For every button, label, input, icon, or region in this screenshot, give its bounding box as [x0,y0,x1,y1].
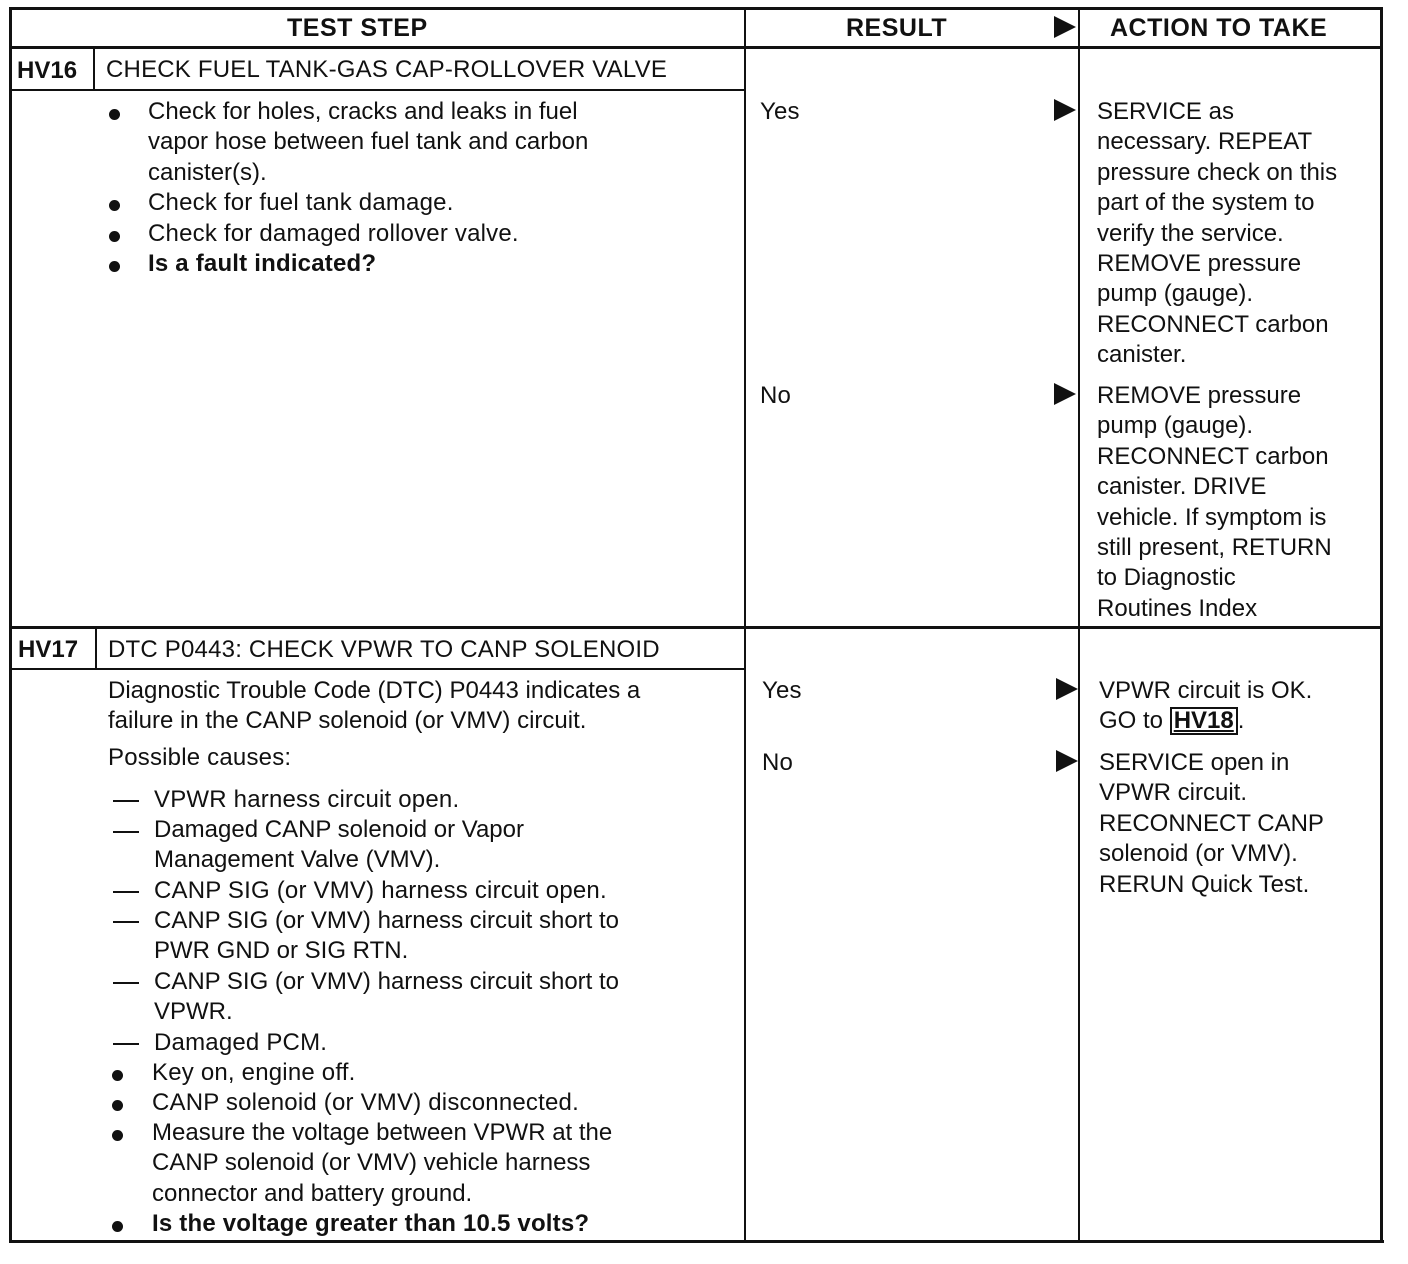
bullet-icon [112,1100,123,1111]
hv17-cause-1: VPWR harness circuit open. [154,786,460,813]
goto-hv18-link[interactable]: HV18 [1170,707,1238,735]
header-test-step: TEST STEP [287,14,428,42]
hv17-cause-6: Damaged PCM. [154,1029,328,1056]
result-column-divider [744,7,746,1243]
hv17-causes-label: Possible causes: [108,744,292,771]
hv16-bullet-2: Check for fuel tank damage. [148,189,454,216]
dash-icon [113,982,139,984]
dash-icon [113,1043,139,1045]
bullet-icon [109,109,120,120]
hv17-goto-line: GO to HV18 . [1099,707,1245,735]
arrow-icon [1056,678,1078,700]
table-top-border [10,7,1382,10]
hv16-code-divider [93,48,95,90]
hv16-code: HV16 [17,57,78,84]
action-column-divider [1078,7,1080,1243]
hv17-bullet-question: Is the voltage greater than 10.5 volts? [152,1210,590,1237]
dash-icon [113,800,139,802]
hv16-bullet-3: Check for damaged rollover valve. [148,220,519,247]
hv17-action-yes: VPWR circuit is OK. GO to HV18 . [1099,676,1312,737]
dash-icon [113,891,139,893]
hv17-title-underline [10,668,745,670]
header-action: ACTION TO TAKE [1110,14,1328,42]
bullet-icon [112,1070,123,1081]
hv17-bullet-2: CANP solenoid (or VMV) disconnected. [152,1089,579,1116]
hv16-action-no: REMOVE pressure pump (gauge). RECONNECT carbon canister. DRIVE vehicle. If symptom is still present, RETURN to Diagnostic Routines Index [1097,382,1332,622]
dash-icon [113,831,139,833]
hv17-result-yes: Yes [762,677,802,704]
bullet-icon [109,261,120,272]
hv17-bullet-1: Key on, engine off. [152,1059,356,1086]
hv17-bullet-3: Measure the voltage between VPWR at the CANP solenoid (or VMV) vehicle harness connector and battery ground. [152,1119,613,1207]
bullet-icon [112,1221,123,1232]
hv17-intro: Diagnostic Trouble Code (DTC) P0443 indicates a failure in the CANP solenoid (or VMV) circuit. [108,677,641,735]
table-bottom-border [10,1240,1384,1243]
table-right-border [1380,7,1383,1243]
hv17-cause-2: Damaged CANP solenoid or Vapor Management Valve (VMV). [154,816,524,874]
header-arrow-icon [1054,16,1076,38]
hv16-bullet-question: Is a fault indicated? [148,250,377,277]
hv16-bullet-1: Check for holes, cracks and leaks in fuel vapor hose between fuel tank and carbon canister(s). [148,98,589,186]
hv16-result-yes: Yes [760,98,800,125]
row-divider [10,626,1382,629]
hv17-cause-3: CANP SIG (or VMV) harness circuit open. [154,877,607,904]
arrow-icon [1054,383,1076,405]
hv17-title: DTC P0443: CHECK VPWR TO CANP SOLENOID [108,636,660,663]
hv17-code: HV17 [18,636,79,663]
header-bottom-border [10,46,1382,49]
bullet-icon [109,200,120,211]
hv17-code-divider [95,628,97,670]
hv17-cause-5: CANP SIG (or VMV) harness circuit short to VPWR. [154,968,620,1026]
header-result: RESULT [846,14,948,42]
arrow-icon [1056,750,1078,772]
bullet-icon [109,231,120,242]
hv17-result-no: No [762,749,794,776]
bullet-icon [112,1130,123,1141]
hv16-title: CHECK FUEL TANK-GAS CAP-ROLLOVER VALVE [106,56,668,83]
table-left-border [9,7,12,1243]
hv16-action-yes: SERVICE as necessary. REPEAT pressure check on this part of the system to verify the service. REMOVE pressure pump (gauge). RECONNECT carbon canister. [1097,98,1338,369]
hv17-cause-4: CANP SIG (or VMV) harness circuit short to PWR GND or SIG RTN. [154,907,620,965]
hv16-result-no: No [760,382,792,409]
dash-icon [113,921,139,923]
hv17-action-no: SERVICE open in VPWR circuit. RECONNECT CANP solenoid (or VMV). RERUN Quick Test. [1099,749,1324,898]
arrow-icon [1054,99,1076,121]
hv16-title-underline [10,89,745,91]
